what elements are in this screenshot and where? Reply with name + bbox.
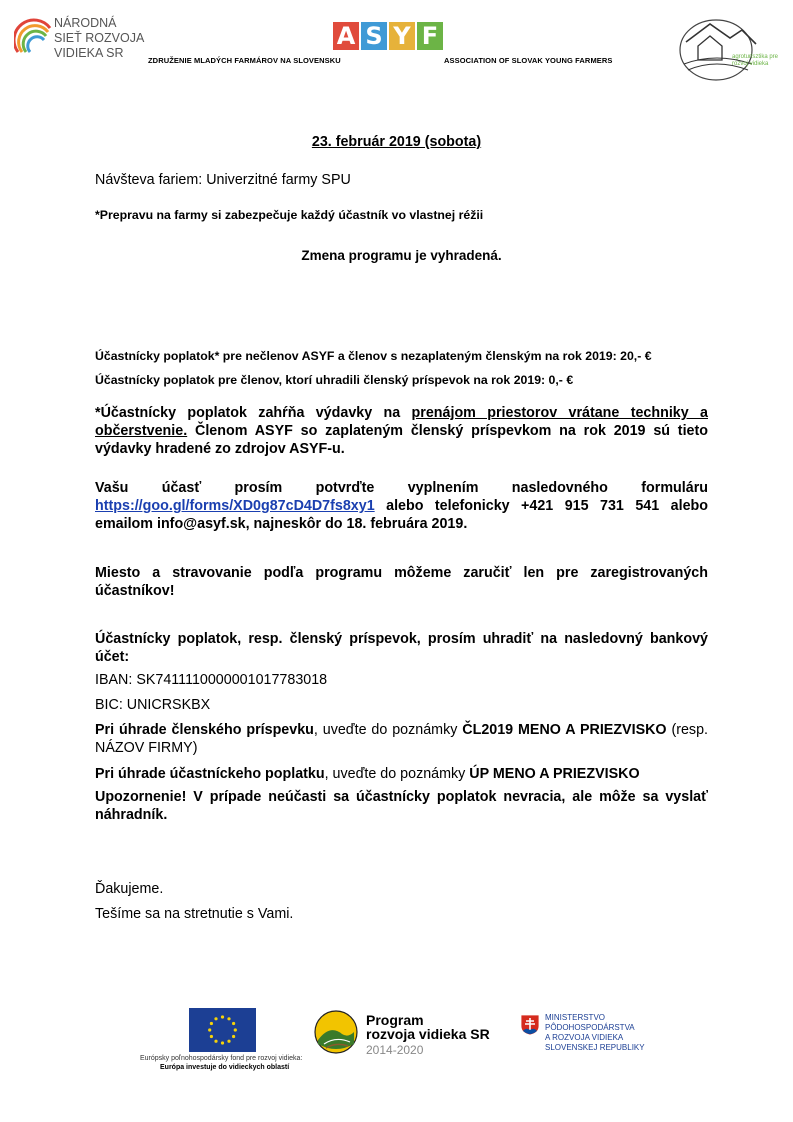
registration-form-link[interactable]: https://goo.gl/forms/XD0g87cD4D7fs8xy1 bbox=[95, 498, 375, 514]
nsrv-logo bbox=[14, 14, 154, 76]
iban: IBAN: SK7411110000001017783018 bbox=[95, 672, 328, 688]
agro-caption: agroturisztika pre rozvoj vidieka bbox=[732, 54, 779, 67]
visit-line: Návšteva fariem: Univerzitné farmy SPU bbox=[95, 172, 351, 188]
fee-coverage-underlined: prenájom priestorov vrátane techniky a občerstvenie. bbox=[95, 405, 708, 439]
prv-title-line-2: rozvoja vidieka SR bbox=[366, 1026, 490, 1042]
agroturistika-logo bbox=[676, 12, 780, 84]
eu-flag-icon bbox=[189, 1008, 256, 1052]
cancellation-warning: Upozornenie! V prípade neúčasti sa účastnícky poplatok nevracia, ale môže sa vyslať náhradník. bbox=[95, 789, 708, 823]
ministry-line-3: A ROZVOJA VIDIEKA bbox=[545, 1033, 624, 1042]
confirm-text-b: alebo telefonicky +421 915 731 541 alebo emailom info@asyf.sk, najneskôr do 18. februára 2019. bbox=[95, 498, 708, 532]
prv-title bbox=[366, 1013, 490, 1041]
nsrv-line-2: SIEŤ ROZVOJA bbox=[54, 31, 145, 45]
eu-invest-caption: Európa investuje do vidieckych oblastí bbox=[160, 1064, 290, 1071]
confirm-text-a: Vašu účasť prosím potvrďte vyplnením nasledovného formuláru bbox=[95, 480, 708, 496]
thanks: Ďakujeme. bbox=[95, 881, 164, 897]
fee-members: Účastnícky poplatok pre členov, ktorí uhradili členský príspevok na rok 2019: 0,- € bbox=[95, 373, 574, 387]
asyf-letter-y: Y bbox=[389, 22, 415, 50]
payment-instruction: Účastnícky poplatok, resp. členský príspevok, prosím uhradiť na nasledovný bankový účet: bbox=[95, 631, 708, 665]
prv-years: 2014-2020 bbox=[366, 1043, 424, 1057]
ministry-line-2: PÔDOHOSPODÁRSTVA bbox=[545, 1023, 635, 1032]
ministry-line-4: SLOVENSKEJ REPUBLIKY bbox=[545, 1043, 645, 1052]
member-fee-tail: (resp. NÁZOV FIRMY) bbox=[95, 722, 709, 756]
registration-note: Miesto a stravovanie podľa programu môžeme zaručiť len pre zaregistrovaných účastníkov! bbox=[95, 565, 708, 599]
nsrv-line-3: VIDIEKA SR bbox=[54, 46, 124, 60]
asyf-subtitle-sk: ZDRUŽENIE MLADÝCH FARMÁROV NA SLOVENSKU bbox=[148, 56, 341, 65]
bic: BIC: UNICRSKBX bbox=[95, 697, 211, 713]
ministry-name bbox=[545, 1013, 645, 1053]
nsrv-arcs-icon bbox=[14, 14, 54, 58]
participant-fee-note bbox=[95, 765, 640, 783]
fee-coverage-text-a: *Účastnícky poplatok zahŕňa výdavky na bbox=[95, 405, 412, 421]
house-hills-icon bbox=[676, 12, 780, 84]
confirm-paragraph bbox=[95, 479, 708, 533]
fee-coverage-note bbox=[95, 404, 708, 458]
program-change-note: Zmena programu je vyhradená. bbox=[301, 248, 502, 263]
participant-fee-reference: ÚP MENO A PRIEZVISKO bbox=[469, 766, 640, 782]
asyf-subtitle-en: ASSOCIATION OF SLOVAK YOUNG FARMERS bbox=[444, 56, 613, 65]
member-fee-note bbox=[95, 721, 708, 757]
fee-coverage-text-b: Členom ASYF so zaplateným členský príspevkom na rok 2019 sú tieto výdavky hradené zo zdrojov ASYF-u. bbox=[95, 423, 708, 457]
asyf-letter-s: S bbox=[361, 22, 387, 50]
ministry-line-1: MINISTERSTVO bbox=[545, 1013, 606, 1022]
sk-coat-of-arms-icon bbox=[520, 1014, 540, 1041]
nsrv-line-1: NÁRODNÁ bbox=[54, 16, 117, 30]
member-fee-reference: ČL2019 MENO A PRIEZVISKO bbox=[462, 722, 667, 738]
participant-fee-lead: Pri úhrade účastníckeho poplatku bbox=[95, 766, 325, 782]
participant-fee-mid: , uveďte do poznámky bbox=[324, 766, 470, 782]
fee-nonmembers: Účastnícky poplatok* pre nečlenov ASYF a členov s nezaplateným členským na rok 2019: 20,- € bbox=[95, 349, 652, 363]
prv-emblem-icon bbox=[314, 1010, 358, 1054]
event-date: 23. február 2019 (sobota) bbox=[311, 134, 482, 150]
member-fee-lead: Pri úhrade členského príspevku bbox=[95, 722, 314, 738]
asyf-logo bbox=[333, 22, 443, 50]
asyf-letter-f: F bbox=[417, 22, 443, 50]
prv-title-line-1: Program bbox=[366, 1012, 424, 1028]
transport-note: *Prepravu na farmy si zabezpečuje každý účastník vo vlastnej réžii bbox=[95, 208, 484, 222]
eu-fund-caption: Európsky poľnohospodársky fond pre rozvoj vidieka: bbox=[140, 1055, 303, 1062]
nsrv-name bbox=[54, 16, 144, 61]
asyf-letter-a: A bbox=[333, 22, 359, 50]
member-fee-mid: , uveďte do poznámky bbox=[313, 722, 463, 738]
closing: Tešíme sa na stretnutie s Vami. bbox=[95, 906, 294, 922]
